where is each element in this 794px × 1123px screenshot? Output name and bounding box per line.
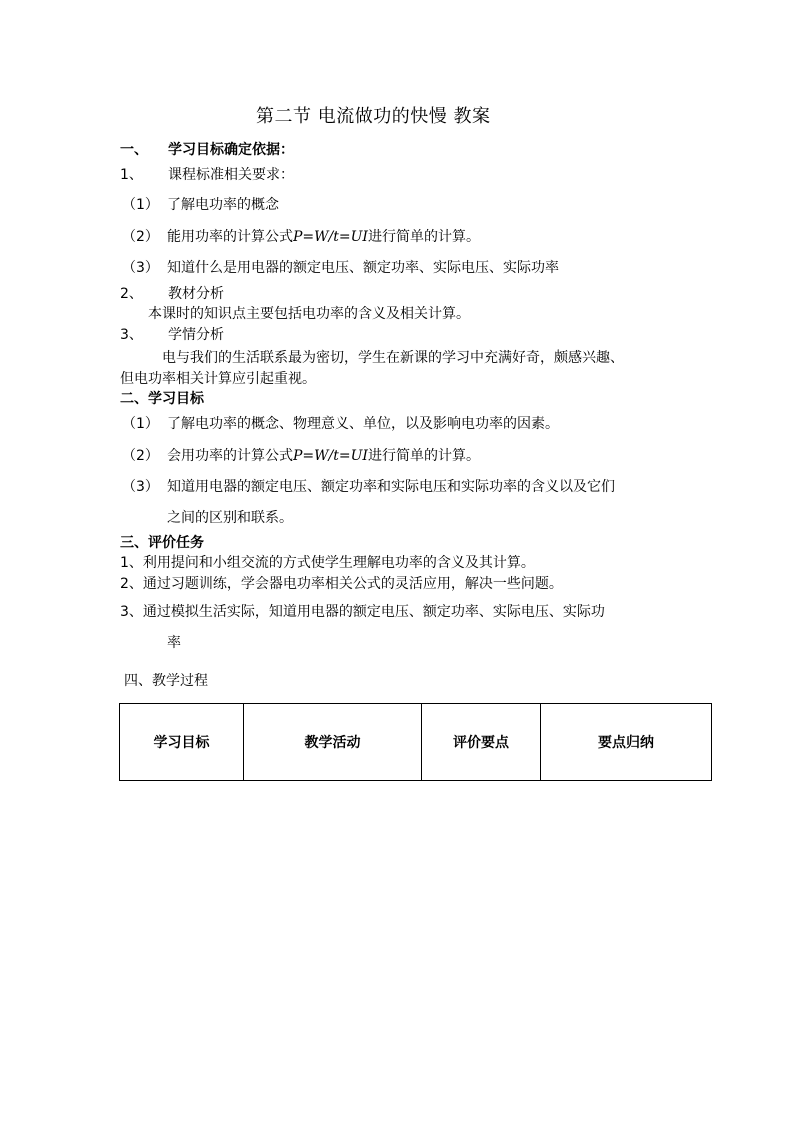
sub3-number: 3、 (120, 327, 143, 343)
list-item-number: （2） (122, 229, 159, 245)
section4-heading: 四、教学过程 (124, 673, 208, 689)
power-formula: P=W/t=UI (293, 448, 368, 464)
section1-heading-number: 一、 (120, 142, 148, 158)
table-header-cell: 评价要点 (422, 704, 541, 781)
list-item-continuation: 之间的区别和联系。 (167, 510, 293, 526)
section2-heading: 二、学习目标 (120, 391, 204, 407)
table-header-cell: 教学活动 (244, 704, 422, 781)
formula-suffix: 进行简单的计算。 (367, 229, 480, 245)
list-item-text: 了解电功率的概念、物理意义、单位，以及影响电功率的因素。 (167, 416, 559, 432)
list-item-number: （3） (122, 479, 159, 495)
teaching-process-table (119, 703, 712, 781)
power-formula: P=W/t=UI (293, 229, 368, 245)
page-title: 第二节 电流做功的快慢 教案 (256, 106, 491, 127)
evaluation-item: 2、通过习题训练，学会器电功率相关公式的灵活应用，解决一些问题。 (120, 576, 563, 592)
formula-prefix: 会用功率的计算公式 (167, 448, 293, 464)
list-item-text: 知道什么是用电器的额定电压、额定功率、实际电压、实际功率 (167, 260, 559, 276)
section3-heading: 三、评价任务 (120, 535, 204, 551)
table-header-row (120, 704, 712, 781)
formula-suffix: 进行简单的计算。 (367, 448, 480, 464)
sub1-number: 1、 (120, 167, 143, 183)
evaluation-item-continuation: 率 (167, 635, 181, 651)
list-item-text: 知道用电器的额定电压、额定功率和实际电压和实际功率的含义以及它们 (167, 479, 615, 495)
sub3-body-line1: 电与我们的生活联系最为密切，学生在新课的学习中充满好奇，颇感兴趣、 (162, 350, 624, 366)
evaluation-item: 3、通过模拟生活实际，知道用电器的额定电压、额定功率、实际电压、实际功 (120, 604, 605, 620)
table-header-cell: 学习目标 (120, 704, 244, 781)
sub2-heading: 教材分析 (168, 286, 224, 302)
list-item-text (167, 227, 480, 247)
list-item-number: （2） (122, 448, 159, 464)
list-item-number: （3） (122, 260, 159, 276)
sub3-body-line2: 但电功率相关计算应引起重视。 (120, 371, 316, 387)
evaluation-item: 1、利用提问和小组交流的方式使学生理解电功率的含义及其计算。 (120, 555, 535, 571)
sub1-heading: 课程标准相关要求： (168, 167, 294, 183)
list-item-number: （1） (122, 197, 159, 213)
list-item-text: 了解电功率的概念 (167, 197, 279, 213)
sub2-number: 2、 (120, 286, 143, 302)
sub2-body: 本课时的知识点主要包括电功率的含义及相关计算。 (148, 306, 470, 322)
list-item-number: （1） (122, 416, 159, 432)
formula-prefix: 能用功率的计算公式 (167, 229, 293, 245)
section1-heading: 学习目标确定依据： (168, 142, 294, 158)
table-header-cell: 要点归纳 (541, 704, 712, 781)
list-item-text (167, 446, 480, 466)
sub3-heading: 学情分析 (168, 327, 224, 343)
